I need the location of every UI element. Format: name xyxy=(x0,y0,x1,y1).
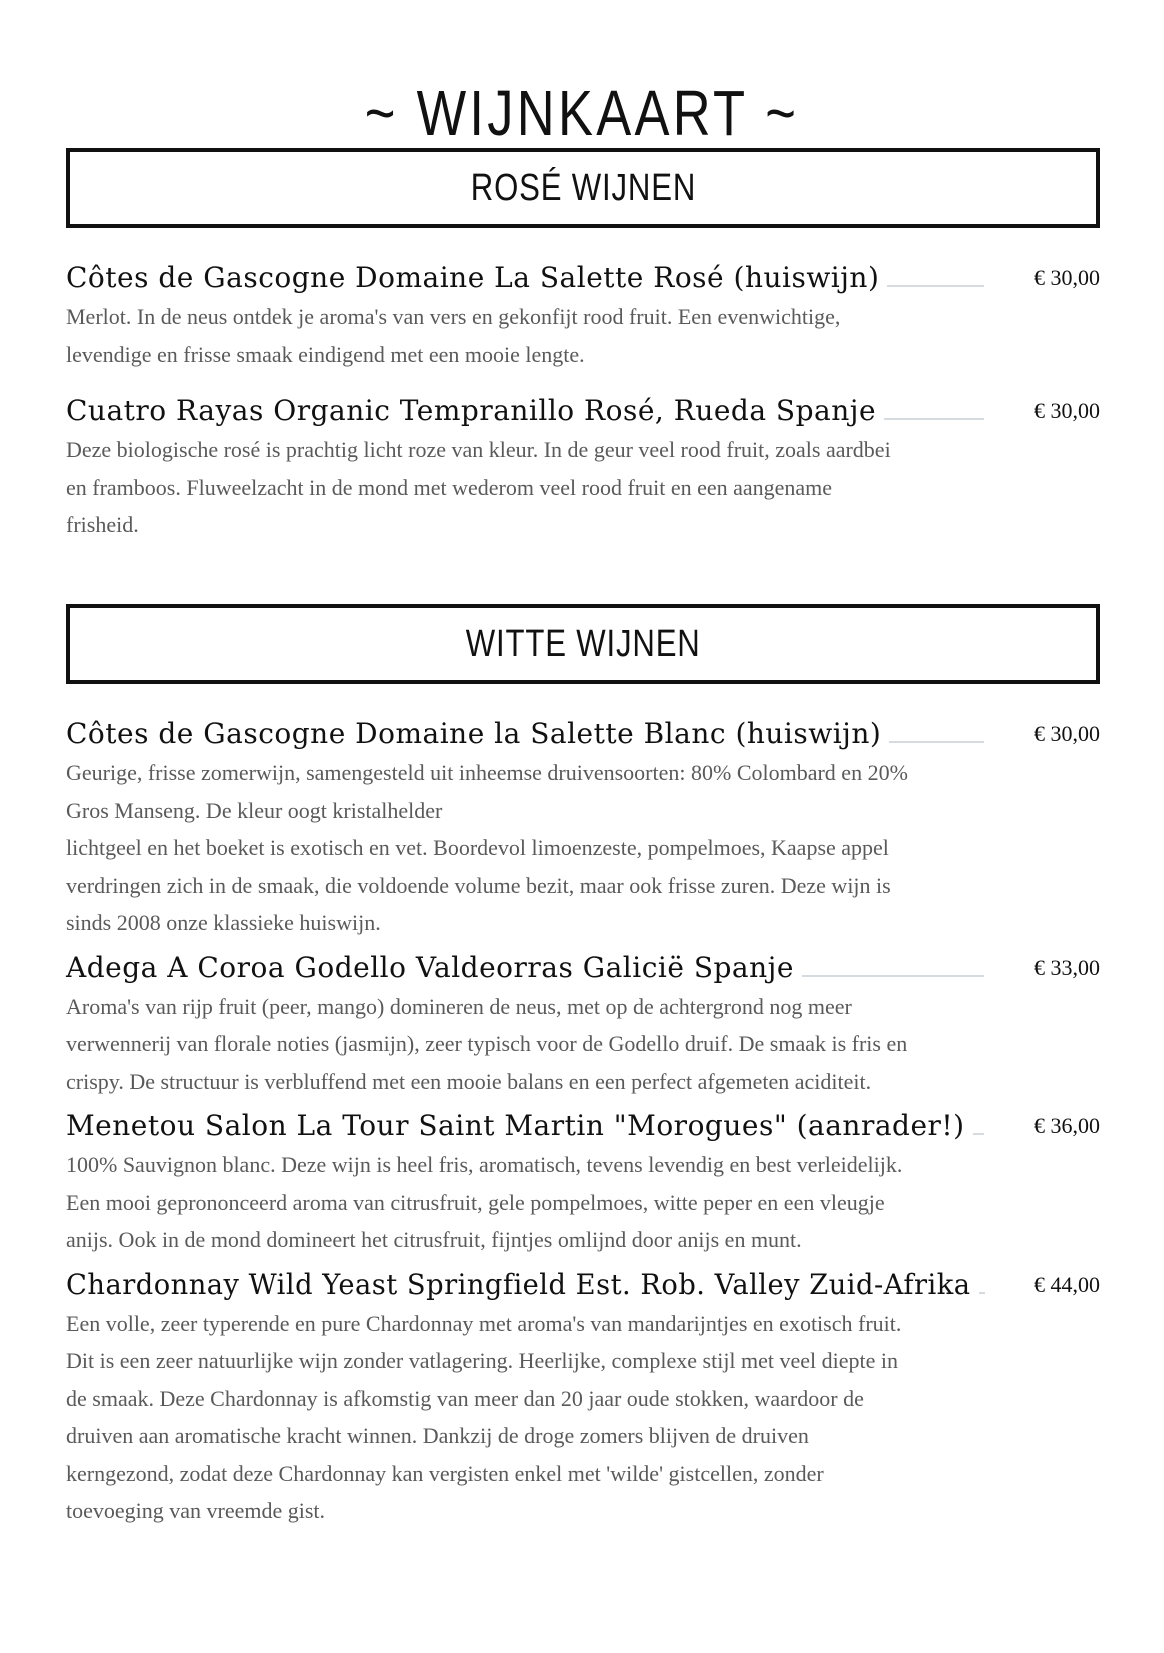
description-line: verdringen zich in de smaak, die voldoende volume bezit, maar ook frisse zuren. Deze wijn is xyxy=(66,872,891,898)
dotted-leader xyxy=(973,1133,984,1135)
wine-item xyxy=(66,258,1100,373)
description-line: lichtgeel en het boeket is exotisch en vet. Boordevol limoenzeste, pompelmoes, Kaapse appel xyxy=(66,835,889,860)
wine-description xyxy=(66,1146,996,1259)
description-line: de smaak. Deze Chardonnay is afkomstig van meer dan 20 jaar oude stokken, waardoor de xyxy=(66,1385,864,1411)
wine-price: € 30,00 xyxy=(1034,265,1100,290)
wine-price: € 44,00 xyxy=(1034,1271,1100,1297)
description-line: Dit is een zeer natuurlijke wijn zonder vatlagering. Heerlijke, complexe stijl met veel diepte in xyxy=(66,1348,899,1373)
description-line: Een volle, zeer typerende en pure Chardonnay met aroma's van mandarijntjes en exotisch fruit. xyxy=(66,1310,902,1336)
wine-description xyxy=(66,988,996,1101)
section-header xyxy=(66,148,1100,228)
dotted-leader xyxy=(887,285,984,287)
description-line: kerngezond, zodat deze Chardonnay kan vergisten enkel met 'wilde' gistcellen, zonder xyxy=(66,1460,824,1486)
wine-price: € 33,00 xyxy=(1034,954,1100,980)
section-title: ROSÉ WIJNEN xyxy=(470,166,696,209)
description-line: toevoeging van vreemde gist. xyxy=(66,1498,326,1523)
description-line: Gros Manseng. De kleur oogt kristalhelder xyxy=(66,797,443,823)
dotted-leader xyxy=(884,418,984,420)
wine-description xyxy=(66,431,996,544)
description-line: Merlot. In de neus ontdek je aroma's van vers en gekonfijt rood fruit. Een evenwichtige, xyxy=(66,304,841,329)
wine-description xyxy=(66,1305,996,1530)
description-line: Aroma's van rijp fruit (peer, mango) domineren de neus, met op de achtergrond nog meer xyxy=(66,993,852,1019)
wine-item xyxy=(66,1265,1100,1530)
description-line: en framboos. Fluweelzacht in de mond met wederom veel rood fruit en een aangename xyxy=(66,474,833,500)
wine-price: € 30,00 xyxy=(1034,721,1100,746)
description-line: frisheid. xyxy=(66,512,139,537)
wine-description xyxy=(66,298,996,373)
wine-name: Adega A Coroa Godello Valdeorras Galicië Spanje xyxy=(66,950,794,984)
wine-name: Cuatro Rayas Organic Tempranillo Rosé, Rueda Spanje xyxy=(66,394,877,427)
dotted-leader xyxy=(802,975,984,977)
wine-name: Menetou Salon La Tour Saint Martin "Morogues" (aanrader!) xyxy=(66,1109,965,1142)
description-line: levendige en frisse smaak eindigend met een mooie lengte. xyxy=(66,341,585,367)
wine-price: € 36,00 xyxy=(1034,1113,1100,1138)
wine-name: Chardonnay Wild Yeast Springfield Est. Rob. Valley Zuid-Afrika xyxy=(66,1267,971,1301)
description-line: anijs. Ook in de mond domineert het citrusfruit, fijntjes omlijnd door anijs en munt. xyxy=(66,1227,802,1252)
description-line: Deze biologische rosé is prachtig licht roze van kleur. In de geur veel rood fruit, zoals aardbei xyxy=(66,437,891,462)
page-title: ~ WIJNKAART ~ xyxy=(364,76,800,149)
wine-item xyxy=(66,714,1100,942)
wine-description xyxy=(66,754,996,942)
wine-name: Côtes de Gascogne Domaine La Salette Rosé (huiswijn) xyxy=(66,261,880,294)
section-white xyxy=(66,604,1100,1530)
description-line: druiven aan aromatische kracht winnen. Dankzij de droge zomers blijven de druiven xyxy=(66,1423,809,1448)
section-rose xyxy=(66,148,1100,544)
description-line: crispy. De structuur is verbluffend met een mooie balans en een perfect afgemeten aciditeit. xyxy=(66,1068,872,1094)
section-title: WITTE WIJNEN xyxy=(465,622,701,665)
description-line: 100% Sauvignon blanc. Deze wijn is heel fris, aromatisch, tevens levendig en best verleidelijk. xyxy=(66,1152,903,1177)
wine-item xyxy=(66,1106,1100,1259)
dotted-leader xyxy=(889,741,984,743)
wine-price: € 30,00 xyxy=(1034,398,1100,423)
wine-item xyxy=(66,948,1100,1101)
description-line: verwennerij van florale noties (jasmijn), zeer typisch voor de Godello druif. De smaak is fris en xyxy=(66,1031,908,1056)
section-header xyxy=(66,604,1100,684)
wine-item xyxy=(66,391,1100,544)
description-line: Geurige, frisse zomerwijn, samengesteld uit inheemse druivensoorten: 80% Colombard en 20% xyxy=(66,760,908,785)
description-line: Een mooi geprononceerd aroma van citrusfruit, gele pompelmoes, witte peper en een vleugje xyxy=(66,1189,885,1215)
description-line: sinds 2008 onze klassieke huiswijn. xyxy=(66,910,381,935)
wine-name: Côtes de Gascogne Domaine la Salette Blanc (huiswijn) xyxy=(66,717,882,750)
